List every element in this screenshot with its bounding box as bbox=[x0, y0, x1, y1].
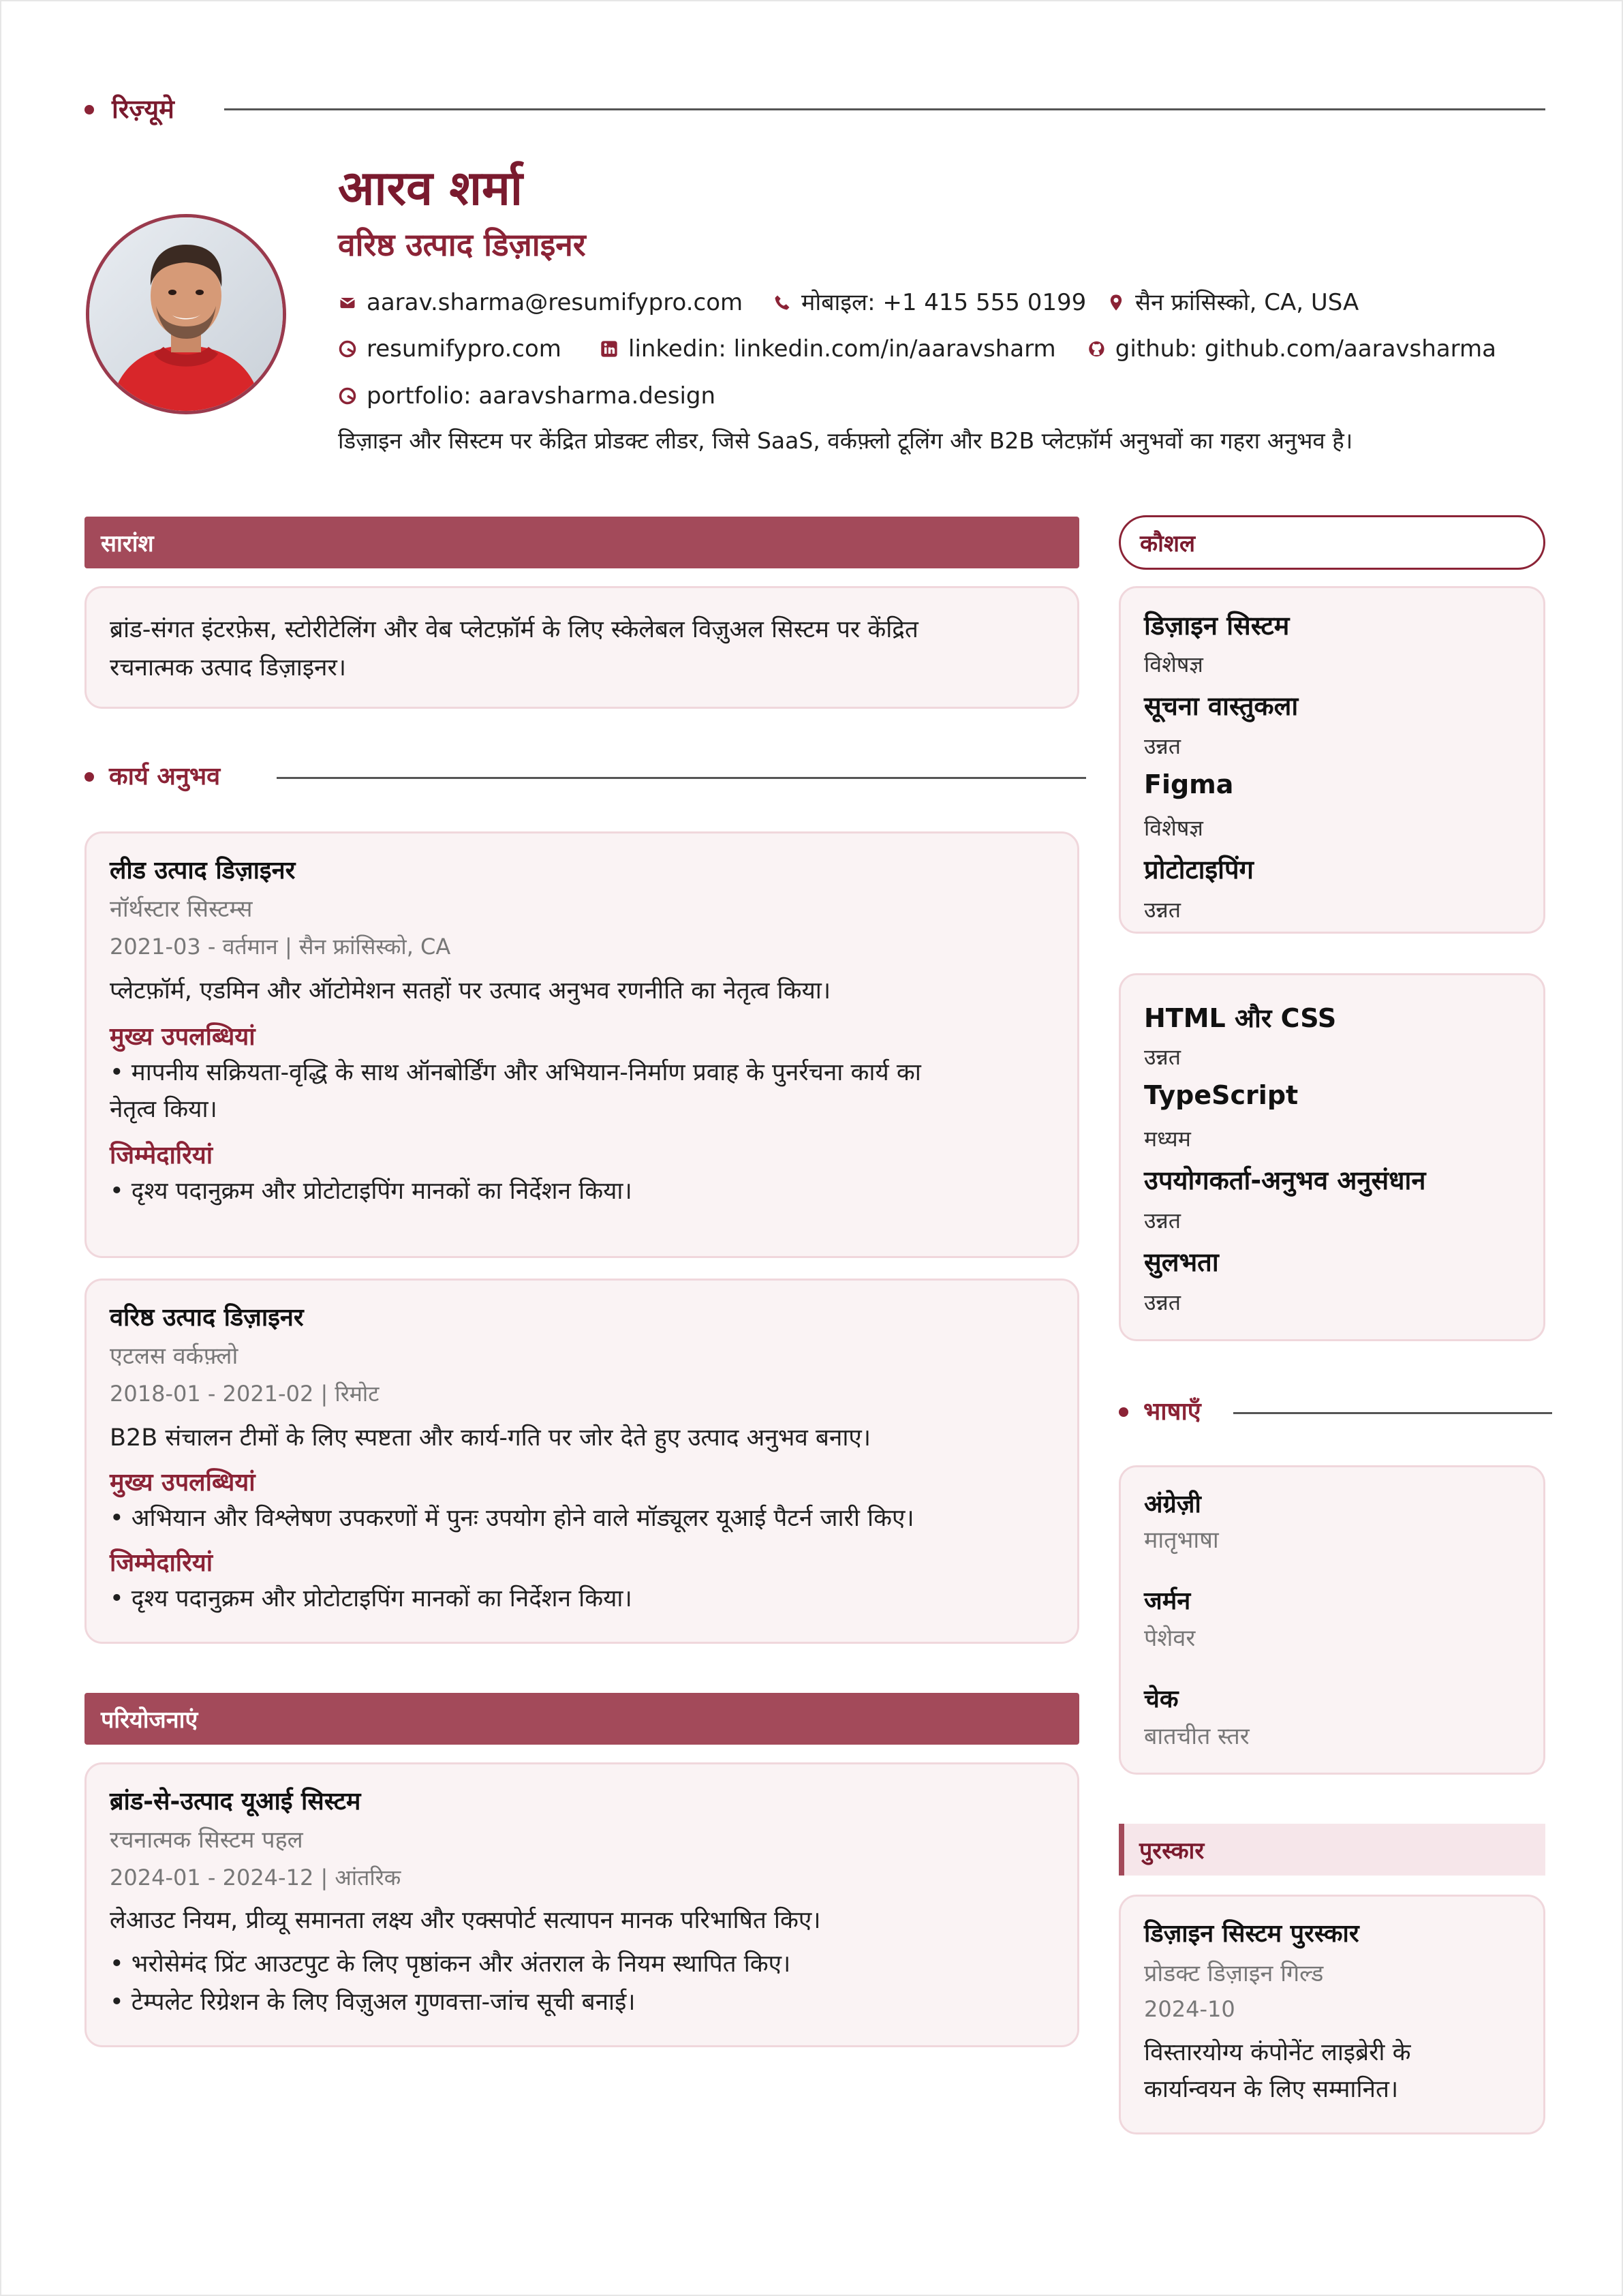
skill-name: Figma bbox=[1144, 769, 1234, 799]
achievement-line: • मापनीय सक्रियता-वृद्धि के साथ ऑनबोर्डिंग और अभियान-निर्माण प्रवाह के पुनर्रचना कार्य का bbox=[110, 1059, 921, 1086]
job-company: एटलस वर्कफ़्लो bbox=[110, 1343, 238, 1370]
responsibilities-heading: जिम्मेदारियां bbox=[110, 1142, 213, 1169]
award-description: विस्तारयोग्य कंपोनेंट लाइब्रेरी के bbox=[1144, 2039, 1411, 2066]
summary-line: रचनात्मक उत्पाद डिज़ाइनर। bbox=[110, 654, 347, 682]
skill-name: डिज़ाइन सिस्टम bbox=[1144, 611, 1290, 641]
resume-header-rule bbox=[84, 89, 1545, 129]
website-text: resumifypro.com bbox=[367, 335, 561, 363]
skill-level: विशेषज्ञ bbox=[1144, 815, 1203, 841]
job-meta: 2018-01 - 2021-02 | रिमोट bbox=[110, 1381, 380, 1407]
project-description: लेआउट नियम, प्रीव्यू समानता लक्ष्य और एक्सपोर्ट सत्यापन मानक परिभाषित किए। bbox=[110, 1907, 821, 1934]
skill-level: विशेषज्ञ bbox=[1144, 652, 1203, 677]
language-name: अंग्रेज़ी bbox=[1144, 1490, 1201, 1518]
skill-level: उन्नत bbox=[1144, 1044, 1181, 1070]
contact-linkedin[interactable] bbox=[600, 333, 1056, 365]
job-description: B2B संचालन टीमों के लिए स्पष्टता और कार्य-गति पर जोर देते हुए उत्पाद अनुभव बनाए। bbox=[110, 1424, 871, 1452]
section-experience-header bbox=[84, 758, 1086, 796]
skill-name: HTML और CSS bbox=[1144, 1003, 1337, 1033]
skill-level: मध्यम bbox=[1144, 1126, 1191, 1152]
job-description: प्लेटफ़ॉर्म, एडमिन और ऑटोमेशन सतहों पर उत्पाद अनुभव रणनीति का नेतृत्व किया। bbox=[110, 977, 831, 1005]
project-name: ब्रांड-से-उत्पाद यूआई सिस्टम bbox=[110, 1788, 361, 1816]
contact-location bbox=[1107, 286, 1359, 319]
github-icon bbox=[1087, 339, 1106, 358]
section-skills-title: कौशल bbox=[1140, 530, 1196, 557]
linkedin-icon bbox=[600, 339, 619, 358]
email-icon bbox=[338, 293, 357, 312]
job-role: लीड उत्पाद डिज़ाइनर bbox=[110, 857, 296, 885]
project-bullet: • भरोसेमंद प्रिंट आउटपुट के लिए पृष्ठांकन और अंतराल के नियम स्थापित किए। bbox=[110, 1950, 791, 1978]
divider bbox=[224, 108, 1545, 110]
skill-level: उन्नत bbox=[1144, 1208, 1181, 1234]
linkedin-text: linkedin: linkedin.com/in/aaravsharm bbox=[628, 335, 1056, 363]
section-projects-header bbox=[84, 1693, 1079, 1745]
summary-card bbox=[84, 586, 1079, 709]
skill-name: सूचना वास्तुकला bbox=[1144, 691, 1299, 721]
award-card bbox=[1119, 1895, 1545, 2134]
languages-card bbox=[1119, 1465, 1545, 1775]
skill-name: TypeScript bbox=[1144, 1080, 1299, 1110]
skill-level: उन्नत bbox=[1144, 1289, 1181, 1315]
phone-text: मोबाइल: +1 415 555 0199 bbox=[801, 289, 1087, 316]
phone-icon bbox=[773, 293, 792, 312]
divider bbox=[1233, 1412, 1552, 1414]
responsibility-line: • दृश्य पदानुक्रम और प्रोटोटाइपिंग मानकों का निर्देशन किया। bbox=[110, 1585, 632, 1612]
achievement-line: • अभियान और विश्लेषण उपकरणों में पुनः उपयोग होने वाले मॉड्यूलर यूआई पैटर्न जारी किए। bbox=[110, 1505, 914, 1532]
responsibility-line: • दृश्य पदानुक्रम और प्रोटोटाइपिंग मानकों का निर्देशन किया। bbox=[110, 1178, 632, 1205]
contact-email[interactable] bbox=[338, 286, 743, 319]
language-level: मातृभाषा bbox=[1144, 1527, 1219, 1554]
section-projects-title: परियोजनाएं bbox=[101, 1706, 198, 1734]
section-experience-title: कार्य अनुभव bbox=[109, 763, 221, 791]
section-languages-header bbox=[1119, 1393, 1552, 1431]
section-awards-header bbox=[1119, 1824, 1545, 1876]
resume-label: रिज़्यूमे bbox=[112, 94, 174, 124]
skill-level: उन्नत bbox=[1144, 897, 1181, 923]
skills-card bbox=[1119, 586, 1545, 934]
skill-name: प्रोटोटाइपिंग bbox=[1144, 855, 1254, 885]
headline: डिज़ाइन और सिस्टम पर केंद्रित प्रोडक्ट लीडर, जिसे SaaS, वर्कफ़्लो टूलिंग और B2B प्लेटफ़ॉर्म अनुभवों का गहरा अनुभव है। bbox=[338, 427, 1353, 454]
person-portrait-icon bbox=[89, 217, 283, 411]
divider bbox=[277, 777, 1086, 779]
candidate-name: आरव शर्मा bbox=[338, 160, 523, 216]
achievement-line: नेतृत्व किया। bbox=[110, 1096, 217, 1123]
project-org: रचनात्मक सिस्टम पहल bbox=[110, 1826, 303, 1854]
language-name: चेक bbox=[1144, 1685, 1179, 1713]
award-org: प्रोडक्ट डिज़ाइन गिल्ड bbox=[1144, 1960, 1324, 1987]
project-bullet: • टेम्पलेट रिग्रेशन के लिए विज़ुअल गुणवत्ता-जांच सूची बनाई। bbox=[110, 1989, 636, 2016]
skill-name: उपयोगकर्ता-अनुभव अनुसंधान bbox=[1144, 1165, 1426, 1195]
achievements-heading: मुख्य उपलब्धियां bbox=[110, 1023, 256, 1051]
contact-website[interactable] bbox=[338, 333, 561, 365]
candidate-title: वरिष्ठ उत्पाद डिज़ाइनर bbox=[338, 226, 586, 263]
award-description: कार्यान्वयन के लिए सम्मानित। bbox=[1144, 2076, 1399, 2103]
skill-name: सुलभता bbox=[1144, 1247, 1219, 1277]
section-skills-header bbox=[1119, 515, 1545, 570]
section-languages-title: भाषाएँ bbox=[1143, 1398, 1201, 1426]
globe-icon bbox=[338, 339, 357, 358]
email-text: aarav.sharma@resumifypro.com bbox=[367, 289, 743, 316]
project-card bbox=[84, 1762, 1079, 2047]
job-card bbox=[84, 1279, 1079, 1644]
contact-phone[interactable] bbox=[773, 286, 1086, 319]
language-level: बातचीत स्तर bbox=[1144, 1723, 1250, 1750]
job-meta: 2021-03 - वर्तमान | सैन फ्रांसिस्को, CA bbox=[110, 934, 451, 960]
section-summary-title: सारांश bbox=[101, 530, 154, 557]
section-awards-title: पुरस्कार bbox=[1139, 1837, 1205, 1865]
section-summary-header bbox=[84, 517, 1079, 568]
responsibilities-heading: जिम्मेदारियां bbox=[110, 1549, 213, 1577]
bullet-dot-icon bbox=[1119, 1407, 1128, 1417]
skills-card bbox=[1119, 973, 1545, 1341]
award-name: डिज़ाइन सिस्टम पुरस्कार bbox=[1144, 1920, 1359, 1948]
bullet-dot-icon bbox=[84, 105, 94, 114]
achievements-heading: मुख्य उपलब्धियां bbox=[110, 1469, 256, 1497]
summary-line: ब्रांड-संगत इंटरफ़ेस, स्टोरीटेलिंग और वेब प्लेटफ़ॉर्म के लिए स्केलेबल विज़ुअल सिस्टम पर केंद्रित bbox=[110, 616, 918, 643]
contact-portfolio[interactable] bbox=[338, 380, 715, 412]
skill-level: उन्नत bbox=[1144, 733, 1181, 759]
contact-github[interactable] bbox=[1087, 333, 1496, 365]
job-company: नॉर्थस्टार सिस्टम्स bbox=[110, 896, 253, 923]
award-date: 2024-10 bbox=[1144, 1996, 1235, 2022]
location-pin-icon bbox=[1107, 293, 1126, 312]
globe-icon bbox=[338, 386, 357, 405]
bullet-dot-icon bbox=[84, 772, 94, 782]
avatar bbox=[86, 214, 286, 414]
github-text: github: github.com/aaravsharma bbox=[1115, 335, 1496, 363]
language-name: जर्मन bbox=[1144, 1587, 1191, 1615]
location-text: सैन फ्रांसिस्को, CA, USA bbox=[1135, 289, 1359, 316]
job-role: वरिष्ठ उत्पाद डिज़ाइनर bbox=[110, 1304, 304, 1332]
language-level: पेशेवर bbox=[1144, 1625, 1196, 1652]
project-meta: 2024-01 - 2024-12 | आंतरिक bbox=[110, 1865, 401, 1891]
portfolio-text: portfolio: aaravsharma.design bbox=[367, 382, 716, 410]
job-card bbox=[84, 831, 1079, 1258]
